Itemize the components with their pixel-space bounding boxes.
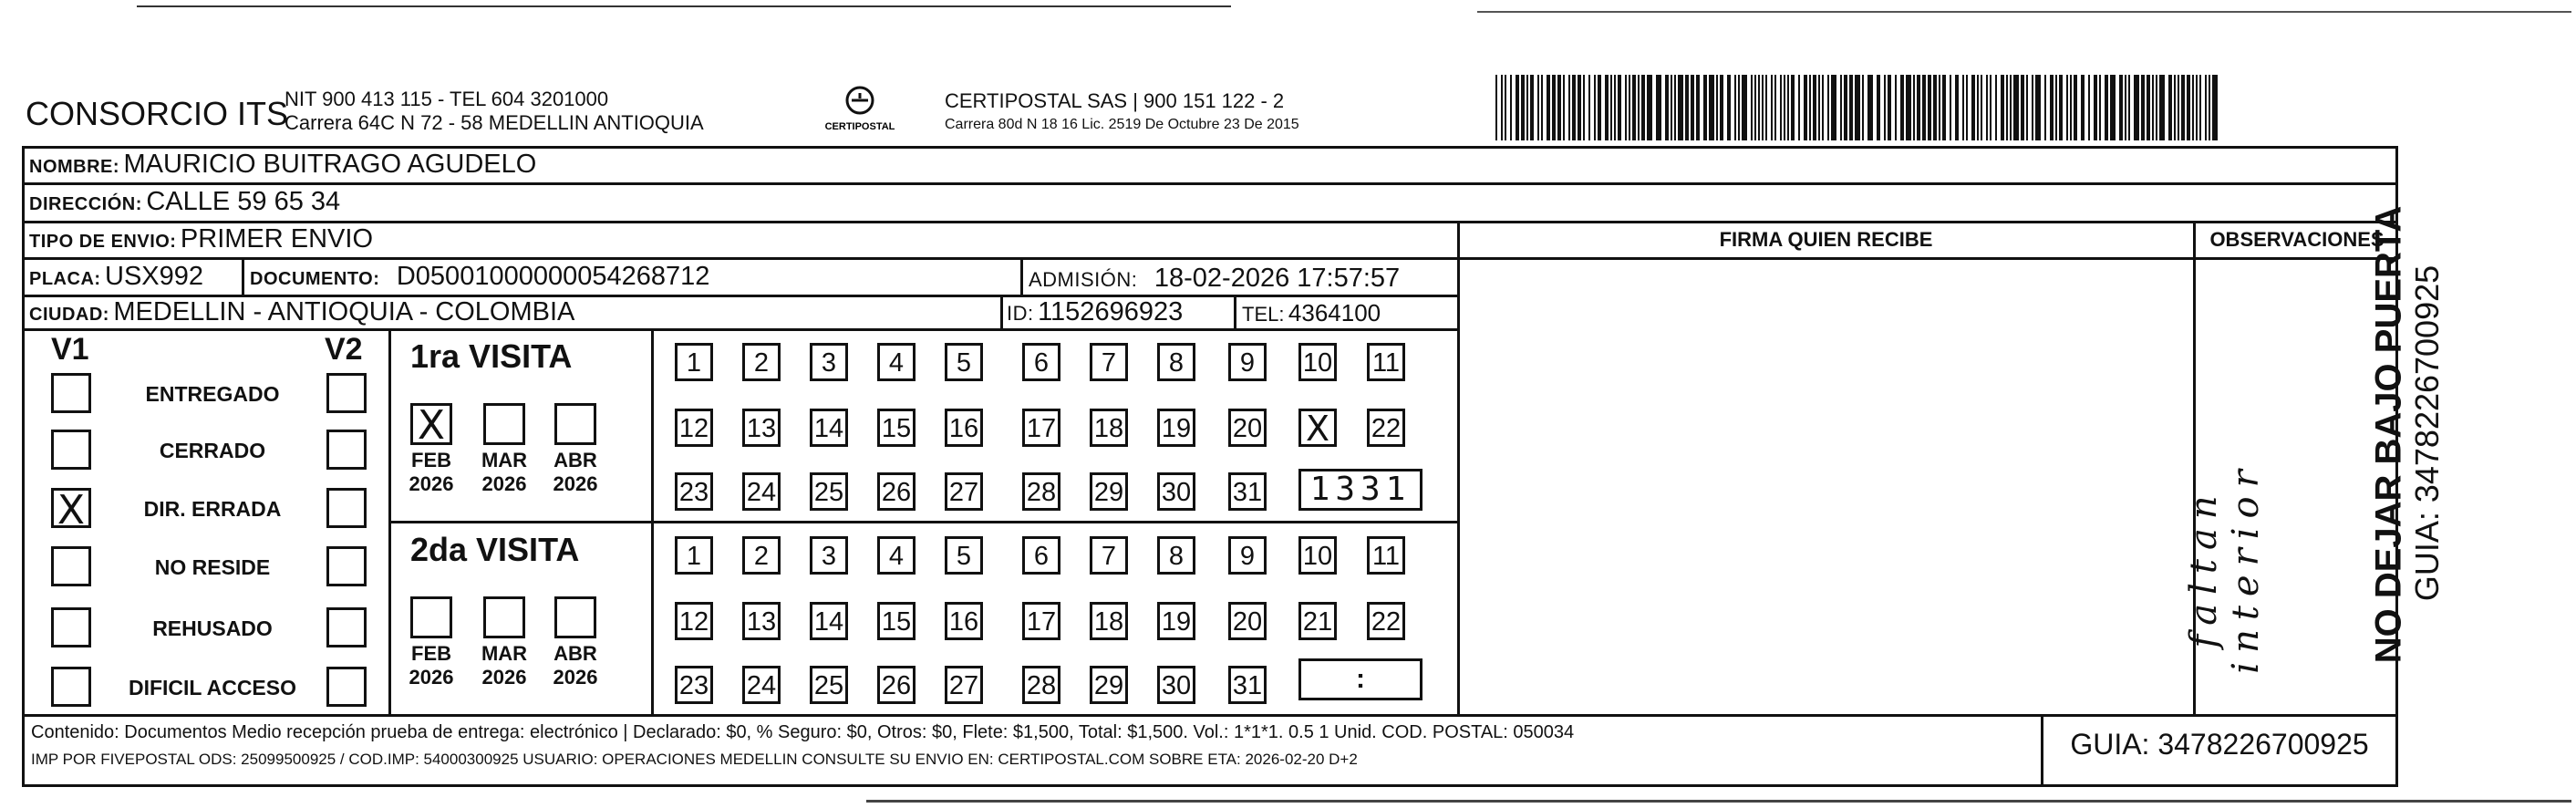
day-box[interactable]: 15: [877, 409, 916, 447]
reason-label: CERRADO: [159, 439, 266, 462]
day-box[interactable]: 2: [742, 536, 781, 575]
day-box[interactable]: 3: [810, 343, 848, 381]
documento-row: [250, 262, 709, 292]
tel-row: [1242, 299, 1381, 327]
admision-row: [1029, 264, 1400, 294]
admision-value: 18-02-2026 17:57:57: [1154, 264, 1401, 293]
day-box[interactable]: 5: [945, 536, 983, 575]
logo-text: CERTIPOSTAL: [824, 121, 895, 132]
reason-label: DIFICIL ACCESO: [128, 676, 296, 699]
day-box[interactable]: 30: [1157, 666, 1195, 704]
id-value: 1152696923: [1038, 297, 1184, 326]
day-box[interactable]: 19: [1157, 409, 1195, 447]
day-box[interactable]: 24: [742, 666, 781, 704]
visit2-time-placeholder: :: [1356, 664, 1365, 694]
courier-line2: Carrera 80d N 18 16 Lic. 2519 De Octubre 23 De 2015: [945, 117, 1299, 132]
month-checkbox[interactable]: [410, 596, 452, 638]
day-box[interactable]: 4: [877, 343, 916, 381]
day-box[interactable]: 12: [675, 409, 713, 447]
visit2-time-box[interactable]: [1298, 658, 1422, 700]
day-box[interactable]: 12: [675, 602, 713, 640]
day-box[interactable]: 28: [1022, 472, 1060, 511]
observaciones-handwritten: faltan interior: [2183, 461, 2267, 674]
day-box[interactable]: 25: [810, 472, 848, 511]
footer-line1: Contenido: Documentos Medio recepción prueba de entrega: electrónico | Declarado: $0, % Seguro: $0, Otros: $0, Flete: $1,500, Total: $1,500. Vol.: 1*1*1. 0.5 1 Unid. COD. POSTAL: 050034: [31, 722, 1575, 742]
day-box[interactable]: 7: [1090, 536, 1128, 575]
id-label: ID:: [1007, 302, 1034, 325]
month-label: ABR 2026: [553, 642, 598, 689]
day-box[interactable]: 1: [675, 343, 713, 381]
day-box[interactable]: 28: [1022, 666, 1060, 704]
day-check-mark: X: [1305, 409, 1330, 449]
month-label: FEB 2026: [409, 642, 454, 689]
day-box[interactable]: 30: [1157, 472, 1195, 511]
direccion-row: [29, 187, 340, 217]
direccion-value: CALLE 59 65 34: [146, 187, 341, 216]
day-box[interactable]: 20: [1228, 409, 1267, 447]
id-row: [1007, 297, 1183, 327]
month-label: MAR 2026: [481, 642, 528, 689]
month-checkbox[interactable]: [483, 596, 525, 638]
day-box[interactable]: 11: [1367, 343, 1405, 381]
day-box[interactable]: 14: [810, 409, 848, 447]
day-box[interactable]: 10: [1298, 536, 1337, 575]
month-label: MAR 2026: [481, 449, 528, 495]
v1-checkbox[interactable]: [51, 667, 91, 707]
admision-label: ADMISIÓN:: [1029, 268, 1138, 291]
day-box[interactable]: [1298, 409, 1337, 447]
tipo-row: [29, 224, 373, 254]
reason-label: REHUSADO: [152, 616, 273, 640]
day-box[interactable]: 31: [1228, 666, 1267, 704]
placa-label: PLACA:: [29, 269, 101, 289]
day-box[interactable]: 13: [742, 602, 781, 640]
month-checkbox[interactable]: [483, 403, 525, 445]
month-label: ABR 2026: [553, 449, 598, 495]
reason-label: NO RESIDE: [154, 555, 271, 579]
day-box[interactable]: 20: [1228, 602, 1267, 640]
tipo-value: PRIMER ENVIO: [180, 224, 374, 254]
day-box[interactable]: 29: [1090, 472, 1128, 511]
day-box[interactable]: 13: [742, 409, 781, 447]
day-box[interactable]: 17: [1022, 602, 1060, 640]
day-box[interactable]: 1: [675, 536, 713, 575]
day-box[interactable]: 21: [1298, 602, 1337, 640]
v2-checkbox[interactable]: [326, 488, 367, 528]
v2-checkbox[interactable]: [326, 546, 367, 586]
day-box[interactable]: 22: [1367, 409, 1405, 447]
v2-checkbox[interactable]: [326, 430, 367, 470]
day-box[interactable]: 18: [1090, 602, 1128, 640]
day-box[interactable]: 29: [1090, 666, 1128, 704]
side-notice: NO DEJAR BAJO PUERTA: [2368, 205, 2409, 664]
month-checkbox[interactable]: [554, 596, 596, 638]
day-box[interactable]: 3: [810, 536, 848, 575]
day-box[interactable]: 9: [1228, 343, 1267, 381]
day-box[interactable]: 19: [1157, 602, 1195, 640]
v1-checkbox[interactable]: [51, 487, 91, 533]
v2-label: V2: [325, 332, 363, 367]
day-box[interactable]: 16: [945, 602, 983, 640]
nombre-row: [29, 150, 536, 180]
barcode: [1495, 75, 2225, 140]
day-box[interactable]: 5: [945, 343, 983, 381]
placa-row: [29, 262, 203, 292]
day-box[interactable]: 10: [1298, 343, 1337, 381]
courier-line1: CERTIPOSTAL SAS | 900 151 122 - 2: [945, 89, 1285, 112]
day-box[interactable]: 27: [945, 666, 983, 704]
day-box[interactable]: 6: [1022, 536, 1060, 575]
day-box[interactable]: 22: [1367, 602, 1405, 640]
visit2-title: 2da VISITA: [410, 531, 580, 568]
documento-value: D05001000000054268712: [396, 262, 710, 291]
v1-checkbox[interactable]: [51, 607, 91, 647]
day-box[interactable]: 4: [877, 536, 916, 575]
company-name: CONSORCIO ITS: [26, 95, 289, 132]
v2-checkbox[interactable]: [326, 373, 367, 413]
day-box[interactable]: 26: [877, 472, 916, 511]
certipostal-logo: [819, 84, 901, 139]
placa-value: USX992: [105, 262, 204, 291]
reason-label: ENTREGADO: [145, 382, 280, 406]
day-box[interactable]: 14: [810, 602, 848, 640]
ciudad-value: MEDELLIN - ANTIOQUIA - COLOMBIA: [113, 297, 575, 326]
day-box[interactable]: 26: [877, 666, 916, 704]
company-nit: NIT 900 413 115 - TEL 604 3201000: [284, 88, 609, 110]
day-box[interactable]: 25: [810, 666, 848, 704]
documento-label: DOCUMENTO:: [250, 269, 380, 289]
ciudad-row: [29, 297, 574, 327]
v1-check-mark: X: [57, 487, 86, 533]
day-box[interactable]: 16: [945, 409, 983, 447]
day-box[interactable]: 31: [1228, 472, 1267, 511]
v1-label: V1: [51, 332, 89, 367]
visit1-time-box[interactable]: [1298, 469, 1422, 511]
visit1-time-value: 1331: [1309, 471, 1412, 508]
v2-checkbox[interactable]: [326, 607, 367, 647]
tel-value: 4364100: [1288, 299, 1381, 326]
day-box[interactable]: 9: [1228, 536, 1267, 575]
day-box[interactable]: 17: [1022, 409, 1060, 447]
reason-label: DIR. ERRADA: [143, 497, 282, 521]
day-box[interactable]: 8: [1157, 343, 1195, 381]
day-box[interactable]: 27: [945, 472, 983, 511]
day-box[interactable]: 7: [1090, 343, 1128, 381]
v1-checkbox[interactable]: [51, 430, 91, 470]
day-box[interactable]: 15: [877, 602, 916, 640]
ciudad-label: CIUDAD:: [29, 305, 109, 325]
nombre-value: MAURICIO BUITRAGO AGUDELO: [123, 150, 537, 179]
day-box[interactable]: 8: [1157, 536, 1195, 575]
day-box[interactable]: 24: [742, 472, 781, 511]
day-box[interactable]: 23: [675, 666, 713, 704]
tel-label: TEL:: [1242, 303, 1285, 326]
tipo-label: TIPO DE ENVIO:: [29, 232, 177, 252]
footer-guia: GUIA: 3478226700925: [2070, 728, 2369, 761]
company-address: Carrera 64C N 72 - 58 MEDELLIN ANTIOQUIA: [284, 111, 704, 134]
day-box[interactable]: 11: [1367, 536, 1405, 575]
observaciones-label: OBSERVACIONES: [2209, 228, 2385, 251]
visit1-title: 1ra VISITA: [410, 337, 573, 375]
v1-checkbox[interactable]: [51, 373, 91, 413]
day-box[interactable]: 23: [675, 472, 713, 511]
month-checkbox[interactable]: [410, 402, 452, 449]
month-label: FEB 2026: [409, 449, 454, 495]
month-check-mark: X: [417, 402, 446, 449]
v2-checkbox[interactable]: [326, 667, 367, 707]
firma-label: FIRMA QUIEN RECIBE: [1719, 228, 1933, 251]
day-box[interactable]: 18: [1090, 409, 1128, 447]
side-guia: GUIA: 3478226700925: [2408, 264, 2446, 602]
direccion-label: DIRECCIÓN:: [29, 194, 142, 214]
footer-line2: IMP POR FIVEPOSTAL ODS: 25099500925 / COD.IMP: 54000300925 USUARIO: OPERACIONES MEDELLIN CONSULTE SU ENVIO EN: CERTIPOSTAL.COM SOBRE ETA: 2026-02-20 D+2: [31, 751, 1358, 768]
day-box[interactable]: 2: [742, 343, 781, 381]
nombre-label: NOMBRE:: [29, 157, 120, 177]
v1-checkbox[interactable]: [51, 546, 91, 586]
day-box[interactable]: 6: [1022, 343, 1060, 381]
month-checkbox[interactable]: [554, 403, 596, 445]
